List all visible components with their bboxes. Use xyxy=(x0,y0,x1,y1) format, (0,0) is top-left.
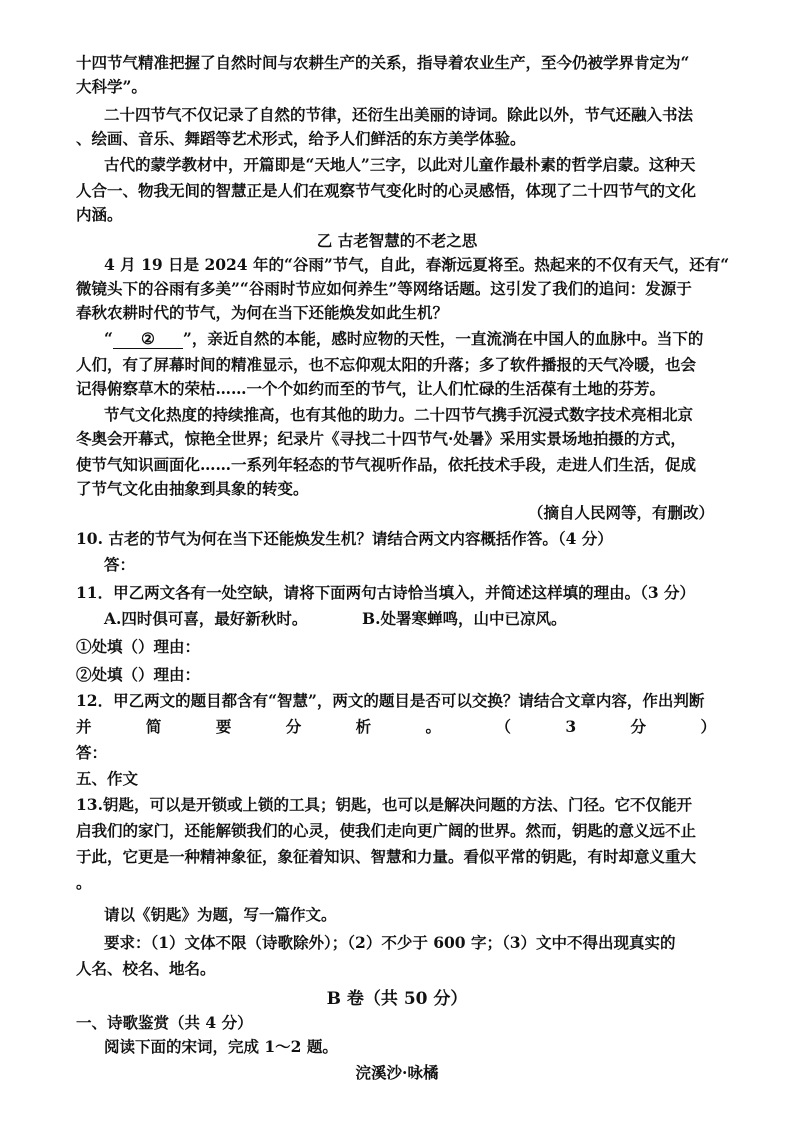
text-line: 使节气知识画面化……一系列年轻态的节气视听作品，依托技术手段，走进人们生活，促成 xyxy=(76,455,697,474)
spread-char: 析 xyxy=(355,717,372,736)
text-line: 。 xyxy=(76,873,92,892)
text-line: 请以《钥匙》为题，写一篇作文。 xyxy=(104,905,337,924)
answer-label: 答： xyxy=(104,555,136,574)
text-line: 二十四节气不仅记录了自然的节律，还衍生出美丽的诗词。除此以外，节气还融入书法 xyxy=(104,105,694,124)
spread-char: 分 xyxy=(285,717,302,736)
option-b: B.处署寒蝉鸣，山中已凉风。 xyxy=(362,609,567,628)
answer-label: 答： xyxy=(76,743,108,762)
text-line: 于此，它更是一种精神象征，象征着知识、智慧和力量。看似平常的钥匙，有时却意义重大 xyxy=(76,847,697,866)
requirements: 要求：（1）文体不限（诗歌除外）；（2）不少于 600 字；（3）文中不得出现真实的 xyxy=(104,933,676,952)
text-line: 4 月 19 日是 2024 年的“谷雨”节气，自此，春渐远夏将至。热起来的不仅有天气，还有“ xyxy=(104,255,730,274)
spread-char: 并 xyxy=(76,717,92,736)
text-line: 人们，有了屏幕时间的精准显示，也不忘仰观太阳的升落；多了软件播报的天气冷暖，也会 xyxy=(76,355,697,374)
text-line: 春秋农耕时代的节气，为何在当下还能焕发如此生机？ xyxy=(76,303,449,322)
poem-title: 浣溪沙·咏橘 xyxy=(355,1063,439,1082)
fill-line-2: ②处填（）理由： xyxy=(76,665,201,684)
text-line: 节气文化热度的持续推高，也有其他的助力。二十四节气携手沉浸式数字技术亮相北京 xyxy=(104,405,694,424)
section-title: 乙 古老智慧的不老之思 xyxy=(316,231,478,250)
text-line: 十四节气精准把握了自然时间与农耕生产的关系，指导着农业生产，至今仍被学界肯定为“ xyxy=(76,53,690,72)
spread-char: 分 xyxy=(630,717,647,736)
text-line-with-blank: “ ② ”，亲近自然的本能，感时应物的天性，一直流淌在中国人的血脉中。当下的 xyxy=(104,329,704,348)
spread-char: 3 xyxy=(565,717,577,736)
text-line: 了节气文化由抽象到具象的转变。 xyxy=(76,479,309,498)
question-12-tail xyxy=(76,716,716,738)
text-line: 人合一、物我无间的智慧正是人们在观察节气变化时的心灵感悟，体现了二十四节气的文化 xyxy=(76,181,697,200)
text-line: 内涵。 xyxy=(76,205,123,224)
text-line: 阅读下面的宋词，完成 1～2 题。 xyxy=(104,1037,338,1056)
section-heading: 五、作文 xyxy=(76,769,139,788)
question-13: 13.钥匙，可以是开锁或上锁的工具；钥匙，也可以是解决问题的方法、门径。它不仅能开 xyxy=(76,795,692,814)
text-line: 人名、校名、地名。 xyxy=(76,959,216,978)
text-line: 启我们的家门，还能解锁我们的心灵，使我们走向更广阔的世界。然而，钥匙的意义远不止 xyxy=(76,821,697,840)
text-line: 冬奥会开幕式，惊艳全世界；纪录片《寻找二十四节气·处暑》采用实景场地拍摄的方式， xyxy=(76,429,686,448)
spread-char: 要 xyxy=(215,717,232,736)
text-line: 微镜头下的谷雨有多美”“谷雨时节应如何养生”等网络话题。这引发了我们的追问：发源于 xyxy=(76,279,692,298)
answer-blank: ② xyxy=(113,330,183,349)
text-line: 大科学”。 xyxy=(76,77,147,96)
question-10: 10. 古老的节气为何在当下还能焕发生机？请结合两文内容概括作答。（4 分） xyxy=(76,529,613,548)
spread-char: 。 xyxy=(425,717,442,736)
section-b-title: B 卷（共 50 分） xyxy=(326,989,468,1009)
option-a: A.四时俱可喜，最好新秋时。 xyxy=(104,609,308,628)
text-line: 古代的蒙学教材中，开篇即是“天地人”三字，以此对儿童作最朴素的哲学启蒙。这种天 xyxy=(104,155,696,174)
question-11: 11．甲乙两文各有一处空缺，请将下面两句古诗恰当填入，并简述这样填的理由。（3 分） xyxy=(76,583,696,602)
question-12: 12．甲乙两文的题目都含有“智慧”，两文的题目是否可以交换？请结合文章内容，作出判断 xyxy=(76,691,705,710)
source-note: （摘自人民网等，有删改） xyxy=(527,503,714,522)
spread-char: ） xyxy=(700,717,716,736)
fill-line-1: ①处填（）理由： xyxy=(76,637,201,656)
spread-char: （ xyxy=(495,717,511,736)
text-line: 、绘画、音乐、舞蹈等艺术形式，给予人们鲜活的东方美学体验。 xyxy=(76,129,526,148)
text-line: 记得俯察草木的荣枯……一个个如约而至的节气，让人们忙碌的生活葆有土地的芬芳。 xyxy=(76,379,666,398)
spread-char: 简 xyxy=(145,717,162,736)
section-heading: 一、诗歌鉴赏（共 4 分） xyxy=(76,1013,253,1032)
